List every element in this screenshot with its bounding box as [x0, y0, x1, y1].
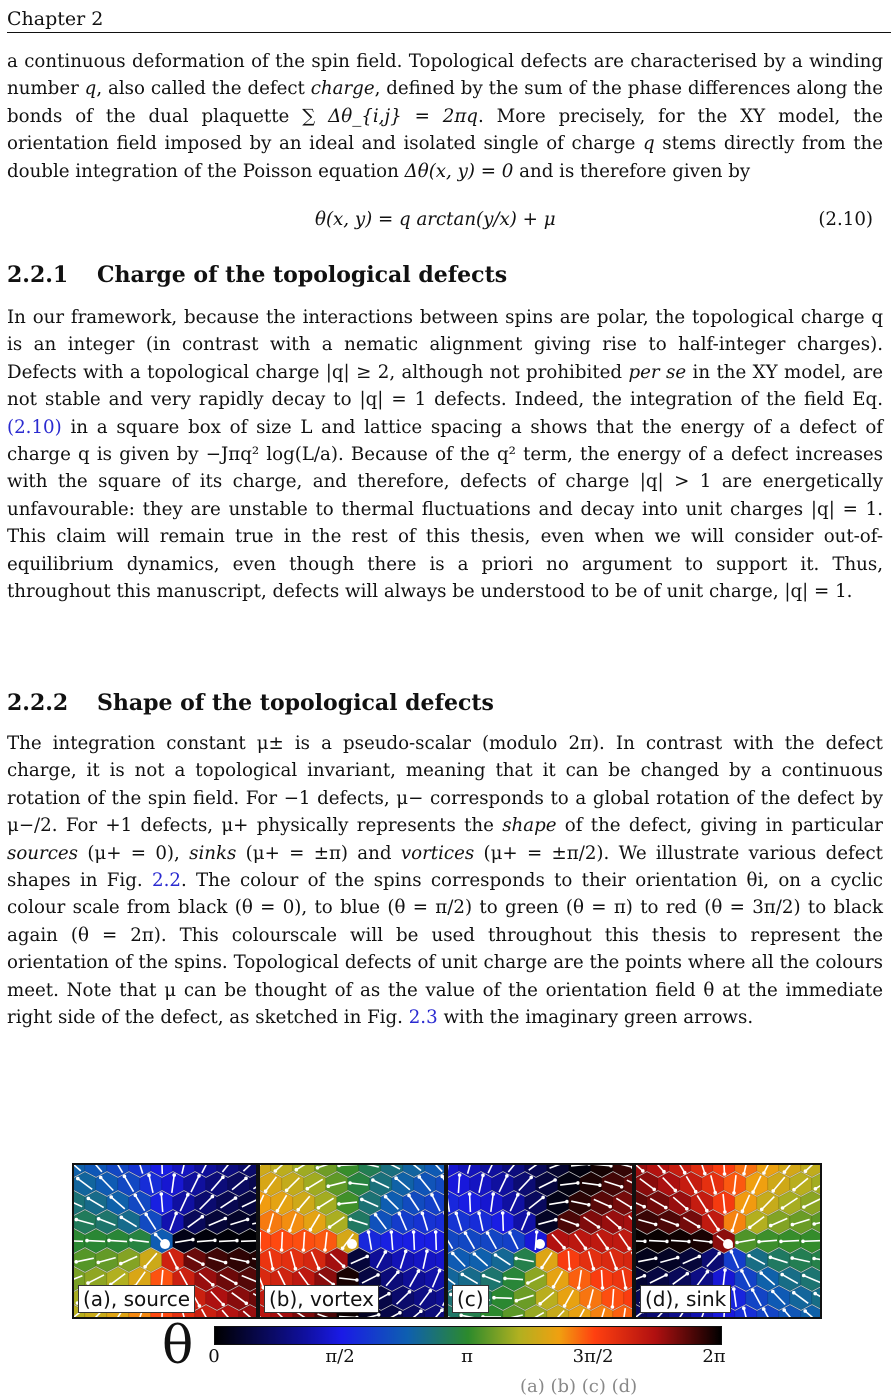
spin-arrowhead	[109, 1195, 113, 1199]
spin-arrowhead	[723, 1268, 727, 1272]
caption-fragment: (a) (b) (c) (d)	[520, 1376, 638, 1397]
spin-arrowhead	[201, 1262, 205, 1266]
spin-arrowhead	[316, 1166, 320, 1170]
equation-body: θ(x, y) = q arctan(y/x) + μ	[315, 209, 556, 230]
vortices-term: vortices	[400, 842, 475, 864]
section2-paragraph	[7, 730, 883, 1031]
spin-arrowhead	[802, 1205, 806, 1209]
spin-arrowhead	[294, 1267, 298, 1271]
section1-text: In our framework, because the interactions between spins are polar, the topological charge q is an integer (in contrast with a nematic alignment giving rise to half-integer charges). Defects with a topological charge |q| ≥ 2, although not prohibited	[7, 307, 883, 383]
spin-arrowhead	[234, 1282, 238, 1286]
spin-arrow	[436, 1232, 437, 1250]
spin-arrowhead	[429, 1289, 433, 1293]
intro-q: q	[84, 78, 97, 100]
spin-arrowhead	[224, 1217, 228, 1221]
spin-arrowhead	[814, 1187, 818, 1191]
spin-arrowhead	[683, 1171, 687, 1175]
spin-arrowhead	[390, 1230, 394, 1234]
spin-arrowhead	[601, 1286, 605, 1290]
spin-arrowhead	[224, 1261, 228, 1265]
spin-arrowhead	[762, 1307, 766, 1311]
spin-arrowhead	[317, 1267, 321, 1271]
spin-arrowhead	[735, 1241, 739, 1245]
spin-arrowhead	[516, 1193, 520, 1197]
spin-arrowhead	[123, 1175, 127, 1179]
spin-arrowhead	[771, 1189, 775, 1193]
spin-arrowhead	[803, 1309, 807, 1313]
colorbar-tick: π/2	[325, 1346, 355, 1367]
spin-arrowhead	[107, 1239, 111, 1243]
spin-arrowhead	[791, 1223, 795, 1227]
spin-arrow	[803, 1241, 820, 1242]
spin-arrow	[414, 1232, 415, 1250]
spin-arrowhead	[611, 1305, 615, 1309]
spin-arrowhead	[97, 1261, 101, 1265]
spin-arrowhead	[440, 1175, 444, 1179]
spin-arrowhead	[741, 1209, 745, 1213]
spin-arrowhead	[264, 1189, 268, 1193]
spin-arrowhead	[174, 1212, 178, 1216]
shape-term: shape	[502, 815, 557, 837]
spin-arrowhead	[538, 1302, 542, 1306]
spin-arrowhead	[654, 1223, 658, 1227]
spin-arrowhead	[396, 1270, 400, 1274]
spin-arrowhead	[587, 1203, 591, 1207]
spin-arrowhead	[430, 1193, 434, 1197]
spin-arrowhead	[342, 1264, 346, 1268]
spin-arrowhead	[751, 1288, 755, 1292]
section2-text: (μ+ = ±π) and	[245, 842, 392, 864]
spin-arrowhead	[87, 1197, 91, 1201]
spin-arrowhead	[143, 1265, 147, 1269]
spin-arrowhead	[706, 1270, 710, 1274]
intro-text: , also called the defect	[96, 78, 311, 100]
spin-arrowhead	[608, 1205, 612, 1209]
spin-arrowhead	[740, 1269, 744, 1273]
spin-arrowhead	[198, 1304, 202, 1308]
spin-arrowhead	[812, 1257, 816, 1261]
spin-arrowhead	[418, 1175, 422, 1179]
figure-2-3-link[interactable]: 2.3	[408, 1007, 438, 1029]
intro-text: a continuous deformation of the spin field. Topological defects are characterised by a winding number	[7, 51, 883, 100]
spin-arrowhead	[730, 1250, 734, 1254]
spin-arrowhead	[790, 1256, 794, 1260]
spin-arrowhead	[172, 1173, 176, 1177]
spin-arrowhead	[598, 1183, 602, 1187]
spin-arrowhead	[384, 1250, 388, 1254]
spin-arrowhead	[792, 1291, 796, 1295]
spin-arrowhead	[624, 1286, 628, 1290]
spin-arrowhead	[664, 1273, 668, 1277]
spin-arrowhead	[377, 1313, 381, 1317]
colorbar-tick: 2π	[702, 1346, 726, 1367]
spin-arrowhead	[245, 1302, 249, 1306]
spin-arrowhead	[371, 1178, 375, 1182]
spin-arrowhead	[154, 1233, 158, 1237]
figure-panel-d	[634, 1163, 822, 1319]
spin-arrow	[74, 1241, 83, 1242]
spin-arrowhead	[309, 1228, 313, 1232]
spin-arrowhead	[458, 1173, 462, 1177]
spin-arrowhead	[643, 1274, 647, 1278]
spin-arrowhead	[760, 1208, 764, 1212]
spin-arrowhead	[792, 1188, 796, 1192]
spin-arrowhead	[119, 1262, 123, 1266]
spin-arrowhead	[759, 1271, 763, 1275]
spin-arrowhead	[144, 1213, 148, 1217]
spin-arrow	[470, 1194, 471, 1212]
spin-arrowhead	[302, 1248, 306, 1252]
spin-arrowhead	[686, 1272, 690, 1276]
defect-core	[347, 1239, 357, 1249]
spin-arrowhead	[771, 1290, 775, 1294]
spin-arrowhead	[812, 1222, 816, 1226]
spin-arrowhead	[723, 1172, 727, 1176]
section1-paragraph	[7, 304, 883, 605]
spin-arrowhead	[717, 1252, 721, 1256]
spin-arrowhead	[751, 1190, 755, 1194]
spin-arrowhead	[160, 1192, 164, 1196]
spin-arrowhead	[481, 1173, 485, 1177]
spin-arrowhead	[723, 1210, 727, 1214]
spin-arrowhead	[271, 1267, 275, 1271]
spin-arrow	[241, 1241, 256, 1242]
spin-arrowhead	[769, 1224, 773, 1228]
spin-arrow	[602, 1270, 603, 1288]
spin-arrowhead	[394, 1176, 398, 1180]
spin-arrow	[162, 1165, 163, 1174]
spin-arrowhead	[417, 1269, 421, 1273]
spin-arrowhead	[801, 1240, 805, 1244]
spin-arrowhead	[365, 1255, 369, 1259]
spin-arrowhead	[562, 1246, 566, 1250]
intro-text: , defined by the sum of the phase differences along the bonds of the dual plaquette	[7, 78, 884, 127]
spin-arrowhead	[387, 1292, 391, 1296]
spin-arrowhead	[221, 1303, 225, 1307]
spin-arrowhead	[769, 1256, 773, 1260]
section2-text: with the imaginary green arrows.	[443, 1007, 754, 1029]
equation-2-10	[7, 209, 883, 237]
spin-arrowhead	[685, 1207, 689, 1211]
spin-arrow	[649, 1241, 667, 1242]
spin-arrowhead	[584, 1246, 588, 1250]
spin-arrowhead	[197, 1174, 201, 1178]
spin-arrowhead	[147, 1173, 151, 1177]
spin-arrowhead	[515, 1299, 519, 1303]
spin-arrowhead	[175, 1266, 179, 1270]
section-heading-2-2-1	[7, 262, 507, 288]
per-se-term: per se	[628, 361, 687, 383]
spin-arrowhead	[296, 1208, 300, 1212]
spin-arrowhead	[355, 1278, 359, 1282]
colorbar-tick: π	[461, 1346, 473, 1367]
spin-arrowhead	[482, 1274, 486, 1278]
spin-arrowhead	[120, 1216, 124, 1220]
figure-panel-a	[72, 1163, 258, 1319]
spin-arrowhead	[404, 1250, 408, 1254]
spin-arrowhead	[553, 1178, 557, 1182]
spin-arrowhead	[348, 1181, 352, 1185]
spin-arrowhead	[244, 1177, 248, 1181]
header-rule	[7, 32, 891, 33]
spin-arrowhead	[317, 1206, 321, 1210]
spin-arrowhead	[349, 1218, 353, 1222]
spin-arrowhead	[455, 1212, 459, 1216]
spin-arrowhead	[742, 1172, 746, 1176]
section2-text: The integration constant μ± is a pseudo-scalar (modulo 2π). In contrast with the defect charge, it is not a topological invariant, meaning that it can be changed by a continuous rotation of the spin field. For −1 defects, μ− corresponds to a global rotation of the defect by μ−/2. For +1 defects, μ+ physically represents the	[7, 733, 884, 837]
spin-arrowhead	[780, 1273, 784, 1277]
charge-term: charge	[310, 78, 375, 100]
spin-arrowhead	[201, 1215, 205, 1219]
spin-arrow	[339, 1317, 357, 1318]
spin-arrowhead	[211, 1283, 215, 1287]
section-title: Shape of the topological defects	[97, 690, 494, 716]
spin-arrowhead	[280, 1248, 284, 1252]
spin-arrowhead	[419, 1309, 423, 1313]
equation-reference-link[interactable]: (2.10)	[7, 416, 62, 438]
spin-arrowhead	[186, 1193, 190, 1197]
spin-arrowhead	[267, 1229, 271, 1233]
defect-core	[535, 1239, 545, 1249]
spin-arrowhead	[412, 1230, 416, 1234]
sum-expression: ∑ Δθ_{i,j} = 2πq	[302, 105, 478, 127]
spin-arrowhead	[697, 1225, 701, 1229]
spin-arrowhead	[508, 1231, 512, 1235]
spin-arrowhead	[246, 1260, 250, 1264]
spin-arrowhead	[425, 1249, 429, 1253]
spin-arrow	[781, 1241, 799, 1242]
spin-arrowhead	[804, 1169, 808, 1173]
spin-arrowhead	[246, 1218, 250, 1222]
spin-arrowhead	[461, 1273, 465, 1277]
section2-text: . The colour of the spins corresponds to their orientation θi, on a cyclic colour scale from black (θ = 0), to blue (θ = π/2) to green (θ = π) to red (θ = 3π/2) to black again (θ = 2π). This colourscale will be used throughout this thesis to represent the orientation of the spins. Topological defects of unit charge are the points where all the colours meet. Note that μ can be thought of as the value of the orientation field θ at the immediate right side of the defect, as sketched in Fig.	[7, 870, 883, 1029]
spin-arrowhead	[285, 1189, 289, 1193]
spin-arrowhead	[703, 1172, 707, 1176]
spin-arrow	[87, 1241, 105, 1242]
spin-arrowhead	[211, 1195, 215, 1199]
spin-arrowhead	[464, 1231, 468, 1235]
figure-panel-b	[258, 1163, 446, 1319]
spin-arrowhead	[731, 1229, 735, 1233]
spin-arrowhead	[384, 1195, 388, 1199]
spin-arrowhead	[503, 1277, 507, 1281]
spin-arrowhead	[783, 1170, 787, 1174]
running-head: Chapter 2	[7, 8, 104, 30]
spin-arrowhead	[276, 1209, 280, 1213]
spin-arrowhead	[501, 1211, 505, 1215]
spin-arrowhead	[360, 1198, 364, 1202]
section1-text: in the XY model, are not stable and very rapidly decay to |q| = 1 defects. Indeed, the integration of the field Eq.	[7, 361, 883, 411]
spin-arrowhead	[576, 1223, 580, 1227]
spin-arrowhead	[477, 1211, 481, 1215]
panel-label-d: (d), sink	[640, 1285, 731, 1313]
spin-arrowhead	[529, 1176, 533, 1180]
sinks-term: sinks	[189, 842, 237, 864]
section-number: 2.2.2	[7, 690, 69, 716]
spin-arrowhead	[306, 1187, 310, 1191]
spin-arrowhead	[76, 1177, 80, 1181]
spin-arrowhead	[757, 1240, 761, 1244]
intro-text: stems directly from the double integration of the Poisson equation	[7, 133, 883, 182]
spin-arrow	[282, 1232, 283, 1250]
spin-arrowhead	[698, 1255, 702, 1259]
spin-arrowhead	[367, 1230, 371, 1234]
spin-arrowhead	[652, 1188, 656, 1192]
colorbar-tick: 3π/2	[572, 1346, 614, 1367]
spin-arrowhead	[627, 1247, 631, 1251]
spin-arrowhead	[323, 1248, 327, 1252]
spin-arrowhead	[341, 1246, 345, 1250]
section2-text: (μ+ = 0),	[87, 842, 180, 864]
spin-arrowhead	[492, 1296, 496, 1300]
defect-core	[723, 1239, 733, 1249]
spin-arrowhead	[813, 1292, 817, 1296]
spin-arrowhead	[526, 1281, 530, 1285]
spin-arrowhead	[563, 1304, 567, 1308]
spin-arrowhead	[802, 1274, 806, 1278]
spin-arrowhead	[782, 1308, 786, 1312]
spin-arrowhead	[540, 1266, 544, 1270]
spin-arrowhead	[742, 1307, 746, 1311]
spin-arrowhead	[407, 1194, 411, 1198]
spin-arrowhead	[605, 1247, 609, 1251]
spin-arrowhead	[748, 1226, 752, 1230]
spin-arrowhead	[662, 1170, 666, 1174]
spin-arrowhead	[376, 1273, 380, 1277]
section2-text: (μ+ = ±π/2). We illustrate various defect shapes in Fig.	[7, 842, 883, 892]
spin-arrowhead	[705, 1209, 709, 1213]
spin-arrowhead	[434, 1230, 438, 1234]
spin-arrowhead	[74, 1260, 78, 1264]
spin-arrowhead	[459, 1314, 463, 1318]
spin-arrowhead	[274, 1169, 278, 1173]
spin-arrowhead	[568, 1267, 572, 1271]
spin-arrowhead	[398, 1311, 402, 1315]
spin-arrowhead	[486, 1231, 490, 1235]
spin-arrowhead	[641, 1169, 645, 1173]
spin-arrowhead	[234, 1196, 238, 1200]
intro-text: and is therefore given by	[513, 160, 751, 182]
section-heading-2-2-2	[7, 690, 494, 716]
intro-q: q	[642, 133, 655, 155]
spin-arrowhead	[565, 1200, 569, 1204]
spin-arrowhead	[694, 1190, 698, 1194]
intro-text: . More precisely, for the XY model, the orientation field imposed by an ideal and isolated single of charge	[7, 105, 883, 155]
spin-arrowhead	[99, 1176, 103, 1180]
spin-arrowhead	[494, 1253, 498, 1257]
spin-arrowhead	[451, 1252, 455, 1256]
spin-arrowhead	[676, 1256, 680, 1260]
spin-arrowhead	[614, 1267, 618, 1271]
spin-arrowhead	[337, 1202, 341, 1206]
panel-label-c: (c)	[452, 1285, 489, 1313]
spin-arrowhead	[421, 1212, 425, 1216]
spin-arrowhead	[374, 1213, 378, 1217]
spin-arrowhead	[554, 1218, 558, 1222]
colorbar-theta-symbol: θ	[162, 1316, 194, 1376]
spin-arrowhead	[535, 1230, 539, 1234]
spin-arrowhead	[541, 1196, 545, 1200]
spin-arrow	[219, 1241, 237, 1242]
spin-arrowhead	[398, 1212, 402, 1216]
spin-arrowhead	[134, 1194, 138, 1198]
spin-arrowhead	[747, 1254, 751, 1258]
spin-arrowhead	[577, 1286, 581, 1290]
panel-label-b: (b), vortex	[264, 1285, 379, 1313]
sources-term: sources	[7, 842, 78, 864]
figure-2-2-link[interactable]: 2.2	[152, 870, 181, 892]
spin-arrowhead	[576, 1181, 580, 1185]
spin-arrowhead	[732, 1287, 736, 1291]
spin-arrowhead	[85, 1239, 89, 1243]
spin-arrowhead	[716, 1228, 720, 1232]
section2-text: of the defect, giving in particular	[564, 815, 883, 837]
spin-arrowhead	[327, 1184, 331, 1188]
colorbar	[214, 1326, 722, 1345]
spin-arrowhead	[587, 1305, 591, 1309]
spin-arrowhead	[552, 1285, 556, 1289]
spin-arrowhead	[491, 1192, 495, 1196]
section1-text: in a square box of size L and lattice spacing a shows that the energy of a defect of charge q is given by −Jπq² log(L/a). Because of the q² term, the energy of a defect increases with the square of its charge, and therefore, defects of charge |q| > 1 are energetically unfavourable: they are unstable to thermal fluctuations and decay into unit charges |q| = 1. This claim will remain true in the rest of this thesis, even when we will consider out-of-equilibrium dynamics, even though there is a priori no argument to support it. Thus, throughout this manuscript, defects will always be understood to be of unit charge, |q| = 1.	[7, 416, 883, 603]
spin-arrowhead	[654, 1257, 658, 1261]
spin-arrowhead	[505, 1174, 509, 1178]
spin-arrowhead	[288, 1229, 292, 1233]
spin-arrowhead	[129, 1238, 133, 1242]
spin-arrowhead	[295, 1168, 299, 1172]
spin-arrowhead	[713, 1191, 717, 1195]
intro-paragraph	[7, 48, 883, 185]
spin-arrowhead	[762, 1171, 766, 1175]
defect-core	[160, 1239, 170, 1249]
colorbar-tick: 0	[208, 1346, 220, 1367]
poisson-equation: Δθ(x, y) = 0	[404, 160, 514, 182]
equation-number: (2.10)	[818, 209, 873, 230]
spin-arrowhead	[664, 1206, 668, 1210]
spin-arrow	[494, 1298, 512, 1299]
spin-arrowhead	[75, 1218, 79, 1222]
spin-arrowhead	[328, 1225, 332, 1229]
spin-arrowhead	[597, 1225, 601, 1229]
section-title: Charge of the topological defects	[97, 262, 508, 288]
spin-arrowhead	[592, 1267, 596, 1271]
spin-arrowhead	[642, 1205, 646, 1209]
spin-arrowhead	[97, 1217, 101, 1221]
spin-arrowhead	[191, 1238, 195, 1242]
spin-arrowhead	[781, 1206, 785, 1210]
spin-arrowhead	[779, 1240, 783, 1244]
spin-arrowhead	[674, 1189, 678, 1193]
spin-arrowhead	[709, 1240, 713, 1244]
spin-arrowhead	[620, 1185, 624, 1189]
spin-arrow	[503, 1213, 504, 1231]
spin-arrowhead	[408, 1290, 412, 1294]
spin-arrowhead	[732, 1191, 736, 1195]
spin-arrowhead	[438, 1269, 442, 1273]
section-number: 2.2.1	[7, 262, 69, 288]
spin-arrowhead	[440, 1308, 444, 1312]
spin-arrowhead	[221, 1175, 225, 1179]
spin-arrowhead	[527, 1212, 531, 1216]
spin-arrowhead	[514, 1257, 518, 1261]
panel-label-a: (a), source	[78, 1285, 195, 1313]
spin-arrowhead	[473, 1252, 477, 1256]
spin-arrow	[339, 1165, 357, 1166]
spin-arrowhead	[618, 1226, 622, 1230]
spin-arrowhead	[468, 1192, 472, 1196]
figure-panel-c	[446, 1163, 634, 1319]
spin-arrowhead	[676, 1223, 680, 1227]
